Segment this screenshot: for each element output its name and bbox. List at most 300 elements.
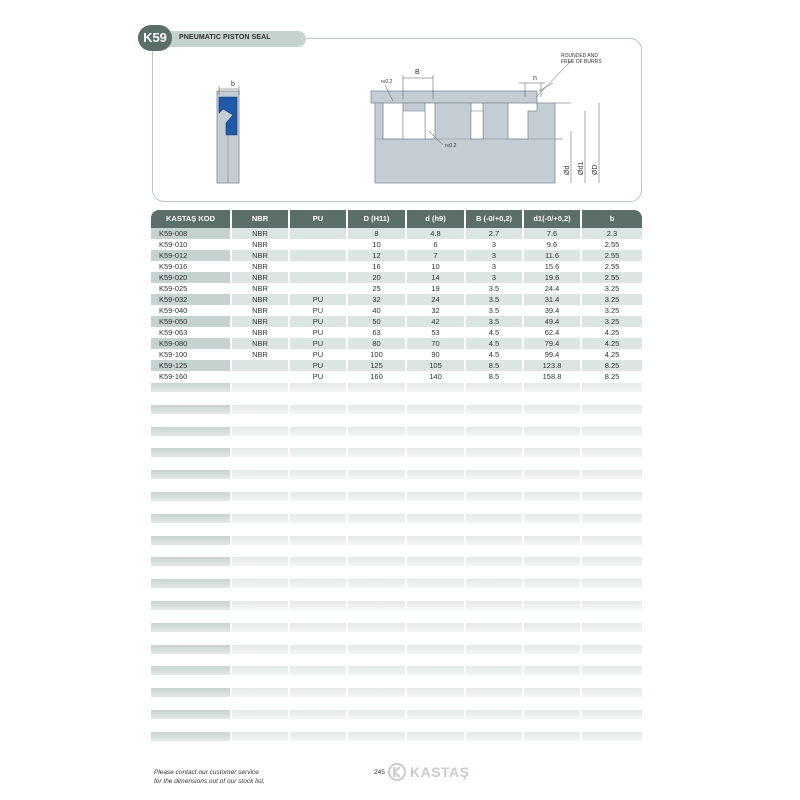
empty-cell — [348, 601, 405, 610]
empty-cell — [348, 645, 405, 654]
table-cell — [290, 228, 346, 239]
empty-cell — [348, 427, 405, 436]
empty-table-row — [151, 492, 642, 501]
empty-cell — [524, 579, 580, 588]
table-cell: NBR — [232, 294, 288, 305]
empty-table-row — [151, 732, 642, 741]
brand-logo — [388, 763, 470, 781]
header-b: b — [582, 210, 642, 228]
empty-cell — [290, 536, 346, 545]
empty-cell — [524, 470, 580, 479]
table-cell — [290, 239, 346, 250]
table-cell: 4.5 — [488, 328, 500, 337]
empty-table-row — [151, 688, 642, 697]
empty-cell — [151, 732, 230, 741]
dim-label-od1: Ød1 — [578, 161, 585, 175]
table-cell: PU — [290, 294, 346, 305]
table-cell: 80 — [348, 338, 405, 349]
empty-cell — [524, 623, 580, 632]
table-cell: 11.6 — [524, 250, 580, 261]
table-cell: 20 — [348, 272, 405, 283]
header-d1: d1(-0/+0,2) — [524, 210, 580, 228]
table-cell: 7 — [407, 250, 464, 261]
table-row — [151, 250, 642, 261]
empty-cell — [466, 732, 522, 741]
empty-cell — [151, 405, 230, 414]
table-row — [151, 272, 642, 283]
empty-table-row — [151, 623, 642, 632]
table-cell: 70 — [407, 338, 464, 349]
empty-cell — [151, 383, 230, 392]
table-cell: 3.25 — [604, 284, 620, 293]
table-cell: 3 — [466, 272, 522, 283]
empty-cell — [290, 383, 346, 392]
footnote-line-1: Please contact our customer service — [154, 769, 259, 776]
table-cell: 8.5 — [466, 360, 522, 371]
table-cell: 2.55 — [582, 250, 642, 261]
empty-cell — [582, 557, 642, 566]
empty-cell — [348, 536, 405, 545]
table-cell: 10 — [372, 240, 381, 249]
table-cell: 14 — [407, 272, 464, 283]
table-cell: 4.8 — [407, 228, 464, 239]
radius-label-mid: r≤0.2 — [445, 143, 457, 149]
empty-cell — [407, 645, 464, 654]
brand-name: KASTAŞ — [410, 764, 470, 780]
table-cell: K59-012 — [151, 250, 230, 261]
table-cell: NBR — [232, 272, 288, 283]
table-cell: 32 — [348, 294, 405, 305]
table-cell: 8.25 — [604, 372, 620, 381]
empty-cell — [151, 470, 230, 479]
piston-assembly — [371, 53, 602, 183]
table-cell: 63 — [372, 328, 381, 337]
empty-cell — [232, 710, 288, 719]
empty-cell — [466, 557, 522, 566]
empty-table-row — [151, 666, 642, 675]
empty-cell — [348, 383, 405, 392]
empty-cell — [151, 666, 230, 675]
empty-cell — [407, 732, 464, 741]
table-cell: 12 — [348, 250, 405, 261]
table-cell: 19.6 — [524, 272, 580, 283]
header-kastas-kod: KASTAŞ KOD — [151, 210, 230, 228]
table-cell: 3.5 — [466, 294, 522, 305]
empty-cell — [524, 710, 580, 719]
table-cell: K59-010 — [159, 240, 188, 249]
radius-label-top: r≤0.2 — [381, 79, 393, 85]
table-header — [151, 210, 642, 228]
empty-cell — [524, 601, 580, 610]
empty-cell — [524, 514, 580, 523]
empty-cell — [290, 514, 346, 523]
table-row — [151, 349, 642, 360]
empty-cell — [582, 427, 642, 436]
table-row — [151, 283, 642, 294]
table-cell: 19 — [431, 284, 440, 293]
table-cell: 16 — [372, 262, 381, 271]
table-cell: K59-160 — [159, 372, 188, 381]
empty-cell — [407, 536, 464, 545]
table-cell: 4.25 — [604, 328, 620, 337]
empty-cell — [582, 732, 642, 741]
empty-cell — [290, 557, 346, 566]
table-row — [151, 305, 642, 316]
table-cell: K59-100 — [159, 350, 188, 359]
empty-cell — [582, 492, 642, 501]
empty-table-row — [151, 601, 642, 610]
empty-cell — [151, 492, 230, 501]
table-cell: PU — [312, 372, 324, 381]
table-cell: 160 — [370, 372, 383, 381]
empty-cell — [582, 579, 642, 588]
table-cell: K59-125 — [151, 360, 230, 371]
product-code-badge: K59 — [138, 25, 172, 51]
table-cell: 8.5 — [488, 372, 500, 381]
empty-cell — [466, 579, 522, 588]
table-cell: 10 — [431, 262, 440, 271]
empty-cell — [524, 492, 580, 501]
empty-cell — [582, 514, 642, 523]
table-cell: 8 — [348, 228, 405, 239]
empty-cell — [407, 601, 464, 610]
table-cell: 40 — [372, 306, 381, 315]
empty-cell — [466, 645, 522, 654]
table-cell: 31.4 — [524, 294, 580, 305]
table-cell: 99.4 — [544, 350, 560, 359]
empty-cell — [466, 623, 522, 632]
empty-table-row — [151, 710, 642, 719]
table-cell: K59-020 — [151, 272, 230, 283]
table-cell: PU — [312, 350, 324, 359]
table-cell: NBR — [252, 262, 268, 271]
table-cell: K59-040 — [159, 306, 188, 315]
seal-cross-section — [217, 81, 239, 183]
kastas-logo-icon — [388, 763, 406, 781]
header-d-h9: d (h9) — [407, 210, 464, 228]
empty-cell — [290, 688, 346, 697]
empty-cell — [232, 427, 288, 436]
table-cell: 49.4 — [524, 316, 580, 327]
table-cell: 4.25 — [582, 338, 642, 349]
table-cell: 3 — [491, 240, 497, 249]
table-body — [151, 228, 642, 382]
empty-cell — [232, 579, 288, 588]
empty-cell — [582, 536, 642, 545]
empty-cell — [582, 448, 642, 457]
empty-cell — [232, 383, 288, 392]
empty-cell — [407, 470, 464, 479]
page-title: PNEUMATIC PISTON SEAL — [179, 34, 271, 41]
empty-table-row — [151, 557, 642, 566]
empty-cell — [151, 688, 230, 697]
empty-cell — [348, 405, 405, 414]
empty-cell — [524, 405, 580, 414]
empty-cell — [290, 710, 346, 719]
header-b-width: B (-0/+0,2) — [466, 210, 522, 228]
empty-cell — [290, 601, 346, 610]
table-cell: 4.5 — [488, 350, 500, 359]
empty-cell — [290, 579, 346, 588]
empty-table-row — [151, 514, 642, 523]
table-cell: K59-050 — [151, 316, 230, 327]
table-cell: 2.55 — [582, 272, 642, 283]
empty-cell — [582, 405, 642, 414]
dim-label-b: b — [231, 81, 235, 88]
empty-cell — [151, 557, 230, 566]
table-cell: NBR — [232, 250, 288, 261]
empty-cell — [524, 688, 580, 697]
table-cell: 7.6 — [524, 228, 580, 239]
empty-cell — [348, 579, 405, 588]
table-cell — [232, 371, 288, 382]
empty-cell — [232, 666, 288, 675]
table-cell: K59-025 — [159, 284, 188, 293]
table-cell — [232, 360, 288, 371]
empty-cell — [407, 405, 464, 414]
table-cell: 39.4 — [544, 306, 560, 315]
empty-cell — [290, 732, 346, 741]
table-cell: 2.55 — [604, 262, 620, 271]
empty-cell — [524, 557, 580, 566]
table-cell: 2.55 — [604, 240, 620, 249]
empty-cell — [407, 427, 464, 436]
table-cell: NBR — [232, 228, 288, 239]
table-cell: 42 — [407, 316, 464, 327]
empty-cell — [151, 579, 230, 588]
empty-table-row — [151, 645, 642, 654]
empty-table-row — [151, 448, 642, 457]
empty-cell — [524, 645, 580, 654]
table-row — [151, 371, 642, 382]
table-cell — [290, 283, 346, 294]
empty-cell — [582, 688, 642, 697]
empty-cell — [232, 601, 288, 610]
table-row — [151, 338, 642, 349]
table-cell: K59-080 — [151, 338, 230, 349]
empty-cell — [232, 536, 288, 545]
page-number: 245 — [374, 769, 385, 776]
table-cell: 62.4 — [544, 328, 560, 337]
table-cell: 6 — [433, 240, 438, 249]
table-row — [151, 294, 642, 305]
empty-cell — [348, 688, 405, 697]
table-cell: 140 — [429, 372, 442, 381]
table-cell: 3 — [491, 262, 497, 271]
table-cell: 4.5 — [466, 338, 522, 349]
table-cell: 50 — [348, 316, 405, 327]
empty-cell — [151, 427, 230, 436]
table-row — [151, 327, 642, 338]
table-cell: 79.4 — [524, 338, 580, 349]
empty-cell — [407, 710, 464, 719]
table-cell: 53 — [431, 328, 440, 337]
table-cell: PU — [290, 360, 346, 371]
header-pu: PU — [290, 210, 346, 228]
empty-cell — [582, 601, 642, 610]
empty-cell — [290, 448, 346, 457]
table-row — [151, 360, 642, 371]
empty-cell — [524, 383, 580, 392]
title-bar — [160, 31, 306, 47]
table-row — [151, 261, 642, 272]
empty-cell — [466, 492, 522, 501]
empty-cell — [407, 383, 464, 392]
note-line-2: FREE OF BURRS — [561, 59, 602, 65]
table-cell — [290, 261, 346, 272]
empty-cell — [348, 732, 405, 741]
empty-table-row — [151, 470, 642, 479]
empty-cell — [466, 536, 522, 545]
table-cell: 123.8 — [524, 360, 580, 371]
table-cell: NBR — [232, 338, 288, 349]
empty-cell — [582, 383, 642, 392]
empty-cell — [582, 666, 642, 675]
dim-label-B: B — [415, 69, 420, 76]
empty-cell — [232, 688, 288, 697]
empty-cell — [524, 536, 580, 545]
empty-cell — [151, 645, 230, 654]
empty-cell — [290, 470, 346, 479]
empty-table-row — [151, 405, 642, 414]
table-cell: 125 — [348, 360, 405, 371]
empty-cell — [232, 448, 288, 457]
empty-cell — [151, 710, 230, 719]
empty-cell — [466, 383, 522, 392]
table-cell: 90 — [431, 350, 440, 359]
table-cell: NBR — [252, 306, 268, 315]
note-line-1: ROUNDED AND — [561, 53, 598, 59]
table-cell: 3.25 — [582, 294, 642, 305]
empty-cell — [466, 448, 522, 457]
empty-cell — [348, 448, 405, 457]
footnote — [154, 768, 265, 786]
empty-cell — [348, 470, 405, 479]
empty-cell — [151, 601, 230, 610]
dim-label-n: n — [533, 75, 537, 82]
table-cell: 3.5 — [488, 284, 500, 293]
table-row — [151, 228, 642, 239]
empty-cell — [290, 645, 346, 654]
empty-cell — [348, 557, 405, 566]
table-cell: NBR — [252, 240, 268, 249]
table-cell: K59-016 — [159, 262, 188, 271]
dim-label-od: Ød — [564, 165, 571, 175]
table-cell: 15.6 — [544, 262, 560, 271]
empty-cell — [151, 536, 230, 545]
table-row — [151, 239, 642, 250]
empty-cell — [232, 514, 288, 523]
empty-cell — [151, 448, 230, 457]
empty-cell — [407, 688, 464, 697]
empty-cell — [407, 579, 464, 588]
empty-cell — [407, 514, 464, 523]
empty-cell — [290, 427, 346, 436]
table-cell: PU — [290, 316, 346, 327]
empty-cell — [232, 732, 288, 741]
empty-cell — [232, 623, 288, 632]
table-cell: 3.5 — [466, 316, 522, 327]
table-cell: K59-063 — [159, 328, 188, 337]
empty-cell — [582, 470, 642, 479]
empty-table-row — [151, 579, 642, 588]
table-cell: K59-008 — [151, 228, 230, 239]
empty-cell — [466, 470, 522, 479]
table-cell: 4.25 — [604, 350, 620, 359]
empty-cell — [232, 645, 288, 654]
dimension-table — [151, 210, 642, 382]
empty-cell — [407, 623, 464, 632]
empty-cell — [524, 448, 580, 457]
empty-cell — [466, 427, 522, 436]
table-cell: 9.6 — [546, 240, 558, 249]
empty-cell — [466, 710, 522, 719]
empty-cell — [290, 666, 346, 675]
empty-cell — [524, 732, 580, 741]
table-cell: 3 — [466, 250, 522, 261]
table-cell: PU — [290, 338, 346, 349]
empty-cell — [290, 405, 346, 414]
empty-cell — [582, 710, 642, 719]
empty-cell — [466, 405, 522, 414]
table-cell: NBR — [232, 316, 288, 327]
empty-cell — [232, 405, 288, 414]
table-cell: 8.25 — [582, 360, 642, 371]
table-cell: PU — [312, 306, 324, 315]
empty-cell — [466, 514, 522, 523]
technical-drawing — [153, 39, 639, 199]
empty-cell — [151, 623, 230, 632]
table-cell: 24 — [407, 294, 464, 305]
empty-cell — [290, 623, 346, 632]
header-nbr: NBR — [232, 210, 288, 228]
empty-cell — [582, 623, 642, 632]
empty-table-row — [151, 536, 642, 545]
empty-cell — [407, 492, 464, 501]
empty-cell — [232, 470, 288, 479]
dim-label-oD: ØD — [592, 164, 599, 175]
empty-cell — [348, 623, 405, 632]
table-cell — [290, 272, 346, 283]
empty-cell — [466, 666, 522, 675]
table-cell: PU — [312, 328, 324, 337]
empty-cell — [466, 601, 522, 610]
table-cell — [290, 250, 346, 261]
empty-cell — [348, 710, 405, 719]
table-cell: 25 — [372, 284, 381, 293]
empty-cell — [407, 557, 464, 566]
empty-cell — [466, 688, 522, 697]
table-cell: 2.3 — [582, 228, 642, 239]
empty-cell — [407, 448, 464, 457]
table-cell: 3.25 — [604, 306, 620, 315]
empty-cell — [232, 492, 288, 501]
table-cell: 24.4 — [544, 284, 560, 293]
table-cell: 3.5 — [488, 306, 500, 315]
empty-cell — [151, 514, 230, 523]
empty-cell — [232, 557, 288, 566]
empty-cell — [524, 427, 580, 436]
empty-cell — [348, 514, 405, 523]
empty-table-row — [151, 427, 642, 436]
table-cell: 32 — [431, 306, 440, 315]
table-cell: 100 — [370, 350, 383, 359]
table-cell: 2.7 — [466, 228, 522, 239]
table-cell: 3.25 — [582, 316, 642, 327]
empty-cell — [582, 645, 642, 654]
empty-table-row — [151, 383, 642, 392]
footnote-line-2: for the dimensions out of our stock list. — [154, 778, 265, 785]
